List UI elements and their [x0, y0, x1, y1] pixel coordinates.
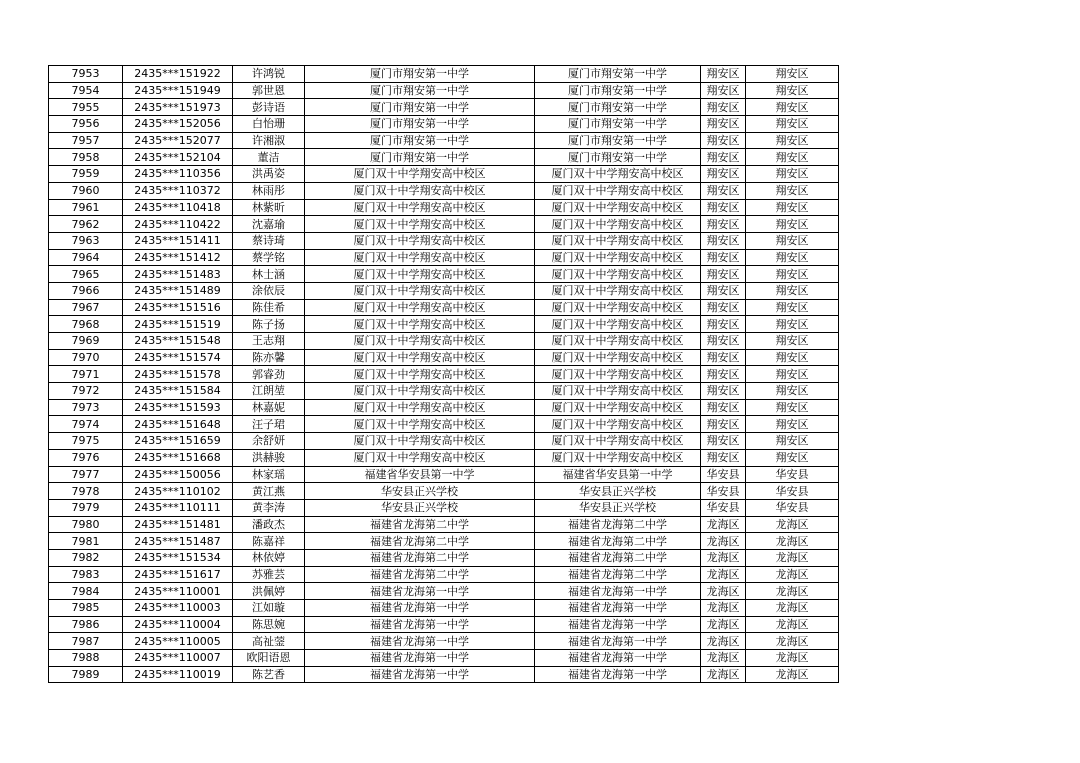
exam-id-cell: 2435***110007	[123, 650, 233, 667]
student-name-cell: 林依婷	[233, 549, 305, 566]
student-name-cell: 蔡诗琦	[233, 232, 305, 249]
table-row	[49, 466, 839, 483]
table-row	[49, 116, 839, 133]
admitted-school-cell: 厦门市翔安第一中学	[535, 149, 701, 166]
exam-id-cell: 2435***110418	[123, 199, 233, 216]
admission-district-cell: 翔安区	[746, 266, 839, 283]
graduating-school-cell: 福建省华安县第一中学	[305, 466, 535, 483]
admitted-school-cell: 福建省龙海第二中学	[535, 549, 701, 566]
graduating-school-cell: 福建省龙海第一中学	[305, 616, 535, 633]
admission-district-cell: 翔安区	[746, 316, 839, 333]
student-name-cell: 陈思婉	[233, 616, 305, 633]
row-number-cell: 7953	[49, 66, 123, 83]
admitted-school-cell: 福建省龙海第一中学	[535, 600, 701, 617]
admitted-school-cell: 福建省龙海第一中学	[535, 633, 701, 650]
admitted-school-cell: 福建省龙海第一中学	[535, 583, 701, 600]
table-row	[49, 132, 839, 149]
exam-id-cell: 2435***110001	[123, 583, 233, 600]
exam-id-cell: 2435***151584	[123, 383, 233, 400]
graduating-school-cell: 厦门双十中学翔安高中校区	[305, 282, 535, 299]
district-cell: 翔安区	[701, 383, 746, 400]
row-number-cell: 7960	[49, 182, 123, 199]
student-name-cell: 涂依辰	[233, 282, 305, 299]
row-number-cell: 7954	[49, 82, 123, 99]
student-name-cell: 江朗堃	[233, 383, 305, 400]
graduating-school-cell: 厦门双十中学翔安高中校区	[305, 182, 535, 199]
student-name-cell: 陈亦馨	[233, 349, 305, 366]
graduating-school-cell: 厦门双十中学翔安高中校区	[305, 433, 535, 450]
row-number-cell: 7976	[49, 449, 123, 466]
graduating-school-cell: 厦门市翔安第一中学	[305, 149, 535, 166]
district-cell: 龙海区	[701, 516, 746, 533]
student-name-cell: 林士涵	[233, 266, 305, 283]
district-cell: 翔安区	[701, 82, 746, 99]
row-number-cell: 7964	[49, 249, 123, 266]
student-name-cell: 江如璇	[233, 600, 305, 617]
graduating-school-cell: 厦门双十中学翔安高中校区	[305, 299, 535, 316]
table-row	[49, 282, 839, 299]
district-cell: 龙海区	[701, 633, 746, 650]
admitted-school-cell: 厦门双十中学翔安高中校区	[535, 249, 701, 266]
row-number-cell: 7961	[49, 199, 123, 216]
table-row	[49, 333, 839, 350]
admitted-school-cell: 华安县正兴学校	[535, 483, 701, 500]
student-name-cell: 陈子扬	[233, 316, 305, 333]
row-number-cell: 7962	[49, 216, 123, 233]
admission-district-cell: 翔安区	[746, 82, 839, 99]
district-cell: 翔安区	[701, 449, 746, 466]
row-number-cell: 7983	[49, 566, 123, 583]
admitted-school-cell: 厦门双十中学翔安高中校区	[535, 349, 701, 366]
admission-district-cell: 翔安区	[746, 149, 839, 166]
admitted-school-cell: 福建省龙海第二中学	[535, 533, 701, 550]
exam-id-cell: 2435***150056	[123, 466, 233, 483]
student-name-cell: 林嘉妮	[233, 399, 305, 416]
admitted-school-cell: 厦门双十中学翔安高中校区	[535, 166, 701, 183]
exam-id-cell: 2435***151574	[123, 349, 233, 366]
district-cell: 华安县	[701, 483, 746, 500]
exam-id-cell: 2435***110004	[123, 616, 233, 633]
exam-id-cell: 2435***151668	[123, 449, 233, 466]
admitted-school-cell: 厦门市翔安第一中学	[535, 116, 701, 133]
student-name-cell: 陈艺香	[233, 666, 305, 683]
student-name-cell: 潘政杰	[233, 516, 305, 533]
table-row	[49, 616, 839, 633]
exam-id-cell: 2435***151659	[123, 433, 233, 450]
table-row	[49, 199, 839, 216]
admitted-school-cell: 厦门双十中学翔安高中校区	[535, 199, 701, 216]
graduating-school-cell: 厦门市翔安第一中学	[305, 66, 535, 83]
row-number-cell: 7977	[49, 466, 123, 483]
admission-district-cell: 龙海区	[746, 616, 839, 633]
admission-district-cell: 华安县	[746, 483, 839, 500]
district-cell: 龙海区	[701, 566, 746, 583]
student-name-cell: 许湘淑	[233, 132, 305, 149]
table-row	[49, 232, 839, 249]
row-number-cell: 7989	[49, 666, 123, 683]
district-cell: 龙海区	[701, 583, 746, 600]
student-name-cell: 洪禹姿	[233, 166, 305, 183]
district-cell: 龙海区	[701, 616, 746, 633]
admitted-school-cell: 福建省龙海第二中学	[535, 516, 701, 533]
row-number-cell: 7959	[49, 166, 123, 183]
exam-id-cell: 2435***151487	[123, 533, 233, 550]
district-cell: 翔安区	[701, 266, 746, 283]
table-row	[49, 66, 839, 83]
row-number-cell: 7979	[49, 499, 123, 516]
exam-id-cell: 2435***151519	[123, 316, 233, 333]
admission-district-cell: 龙海区	[746, 633, 839, 650]
table-row	[49, 166, 839, 183]
exam-id-cell: 2435***151534	[123, 549, 233, 566]
admission-district-cell: 翔安区	[746, 333, 839, 350]
admission-district-cell: 龙海区	[746, 533, 839, 550]
graduating-school-cell: 厦门市翔安第一中学	[305, 82, 535, 99]
student-name-cell: 黄江燕	[233, 483, 305, 500]
table-row	[49, 149, 839, 166]
district-cell: 龙海区	[701, 666, 746, 683]
admission-district-cell: 华安县	[746, 499, 839, 516]
graduating-school-cell: 福建省龙海第一中学	[305, 600, 535, 617]
graduating-school-cell: 福建省龙海第二中学	[305, 533, 535, 550]
graduating-school-cell: 厦门双十中学翔安高中校区	[305, 366, 535, 383]
exam-id-cell: 2435***151578	[123, 366, 233, 383]
exam-id-cell: 2435***151489	[123, 282, 233, 299]
admission-district-cell: 翔安区	[746, 166, 839, 183]
district-cell: 龙海区	[701, 533, 746, 550]
row-number-cell: 7956	[49, 116, 123, 133]
row-number-cell: 7966	[49, 282, 123, 299]
admission-district-cell: 翔安区	[746, 349, 839, 366]
admission-district-cell: 翔安区	[746, 383, 839, 400]
student-name-cell: 蔡学铭	[233, 249, 305, 266]
admitted-school-cell: 厦门双十中学翔安高中校区	[535, 433, 701, 450]
table-row	[49, 650, 839, 667]
results-table	[48, 65, 839, 683]
district-cell: 翔安区	[701, 433, 746, 450]
student-name-cell: 沈嘉瑜	[233, 216, 305, 233]
graduating-school-cell: 厦门双十中学翔安高中校区	[305, 449, 535, 466]
table-row	[49, 516, 839, 533]
exam-id-cell: 2435***151648	[123, 416, 233, 433]
district-cell: 翔安区	[701, 182, 746, 199]
admission-district-cell: 翔安区	[746, 416, 839, 433]
exam-id-cell: 2435***151411	[123, 232, 233, 249]
graduating-school-cell: 福建省龙海第一中学	[305, 650, 535, 667]
table-row	[49, 216, 839, 233]
exam-id-cell: 2435***110372	[123, 182, 233, 199]
table-row	[49, 182, 839, 199]
graduating-school-cell: 福建省龙海第二中学	[305, 566, 535, 583]
exam-id-cell: 2435***110422	[123, 216, 233, 233]
graduating-school-cell: 厦门双十中学翔安高中校区	[305, 383, 535, 400]
student-name-cell: 陈嘉祥	[233, 533, 305, 550]
student-name-cell: 高祉蓥	[233, 633, 305, 650]
admission-district-cell: 翔安区	[746, 216, 839, 233]
table-row	[49, 499, 839, 516]
graduating-school-cell: 厦门双十中学翔安高中校区	[305, 199, 535, 216]
district-cell: 翔安区	[701, 149, 746, 166]
district-cell: 翔安区	[701, 366, 746, 383]
student-name-cell: 陈佳希	[233, 299, 305, 316]
exam-id-cell: 2435***152104	[123, 149, 233, 166]
table-row	[49, 266, 839, 283]
table-row	[49, 399, 839, 416]
district-cell: 翔安区	[701, 416, 746, 433]
exam-id-cell: 2435***110102	[123, 483, 233, 500]
row-number-cell: 7982	[49, 549, 123, 566]
student-name-cell: 汪子珺	[233, 416, 305, 433]
district-cell: 龙海区	[701, 600, 746, 617]
row-number-cell: 7972	[49, 383, 123, 400]
graduating-school-cell: 厦门市翔安第一中学	[305, 116, 535, 133]
student-name-cell: 洪赫骏	[233, 449, 305, 466]
admission-district-cell: 龙海区	[746, 566, 839, 583]
graduating-school-cell: 福建省龙海第二中学	[305, 516, 535, 533]
district-cell: 翔安区	[701, 316, 746, 333]
student-name-cell: 董洁	[233, 149, 305, 166]
student-name-cell: 郭睿劲	[233, 366, 305, 383]
graduating-school-cell: 福建省龙海第一中学	[305, 666, 535, 683]
graduating-school-cell: 厦门双十中学翔安高中校区	[305, 266, 535, 283]
row-number-cell: 7973	[49, 399, 123, 416]
admitted-school-cell: 厦门市翔安第一中学	[535, 132, 701, 149]
district-cell: 龙海区	[701, 650, 746, 667]
district-cell: 翔安区	[701, 282, 746, 299]
student-name-cell: 洪佩婷	[233, 583, 305, 600]
admitted-school-cell: 厦门双十中学翔安高中校区	[535, 333, 701, 350]
admitted-school-cell: 厦门市翔安第一中学	[535, 82, 701, 99]
admission-district-cell: 龙海区	[746, 583, 839, 600]
table-row	[49, 633, 839, 650]
exam-id-cell: 2435***151949	[123, 82, 233, 99]
admission-district-cell: 翔安区	[746, 182, 839, 199]
district-cell: 华安县	[701, 466, 746, 483]
row-number-cell: 7963	[49, 232, 123, 249]
table-row	[49, 299, 839, 316]
row-number-cell: 7974	[49, 416, 123, 433]
admission-district-cell: 翔安区	[746, 116, 839, 133]
graduating-school-cell: 厦门双十中学翔安高中校区	[305, 349, 535, 366]
row-number-cell: 7969	[49, 333, 123, 350]
student-name-cell: 彭诗语	[233, 99, 305, 116]
exam-id-cell: 2435***151481	[123, 516, 233, 533]
admission-district-cell: 翔安区	[746, 366, 839, 383]
row-number-cell: 7975	[49, 433, 123, 450]
admitted-school-cell: 厦门双十中学翔安高中校区	[535, 383, 701, 400]
admitted-school-cell: 福建省龙海第一中学	[535, 650, 701, 667]
exam-id-cell: 2435***110356	[123, 166, 233, 183]
exam-id-cell: 2435***151516	[123, 299, 233, 316]
district-cell: 翔安区	[701, 116, 746, 133]
district-cell: 翔安区	[701, 132, 746, 149]
student-name-cell: 郭世恩	[233, 82, 305, 99]
exam-id-cell: 2435***151973	[123, 99, 233, 116]
graduating-school-cell: 厦门市翔安第一中学	[305, 99, 535, 116]
exam-id-cell: 2435***110003	[123, 600, 233, 617]
admitted-school-cell: 厦门双十中学翔安高中校区	[535, 316, 701, 333]
row-number-cell: 7968	[49, 316, 123, 333]
district-cell: 翔安区	[701, 232, 746, 249]
row-number-cell: 7955	[49, 99, 123, 116]
row-number-cell: 7965	[49, 266, 123, 283]
admission-district-cell: 翔安区	[746, 399, 839, 416]
row-number-cell: 7986	[49, 616, 123, 633]
admission-district-cell: 龙海区	[746, 666, 839, 683]
district-cell: 翔安区	[701, 299, 746, 316]
table-row	[49, 549, 839, 566]
graduating-school-cell: 厦门双十中学翔安高中校区	[305, 216, 535, 233]
student-name-cell: 林雨彤	[233, 182, 305, 199]
row-number-cell: 7981	[49, 533, 123, 550]
exam-id-cell: 2435***151483	[123, 266, 233, 283]
student-name-cell: 黄李涛	[233, 499, 305, 516]
table-body	[49, 66, 839, 683]
admitted-school-cell: 厦门双十中学翔安高中校区	[535, 416, 701, 433]
table-row	[49, 600, 839, 617]
table-row	[49, 583, 839, 600]
district-cell: 翔安区	[701, 399, 746, 416]
admitted-school-cell: 厦门双十中学翔安高中校区	[535, 299, 701, 316]
admission-district-cell: 华安县	[746, 466, 839, 483]
admission-district-cell: 龙海区	[746, 516, 839, 533]
district-cell: 华安县	[701, 499, 746, 516]
row-number-cell: 7970	[49, 349, 123, 366]
table-row	[49, 666, 839, 683]
admitted-school-cell: 厦门双十中学翔安高中校区	[535, 182, 701, 199]
row-number-cell: 7958	[49, 149, 123, 166]
student-name-cell: 林家瑶	[233, 466, 305, 483]
admitted-school-cell: 厦门市翔安第一中学	[535, 66, 701, 83]
row-number-cell: 7957	[49, 132, 123, 149]
admission-district-cell: 翔安区	[746, 66, 839, 83]
row-number-cell: 7985	[49, 600, 123, 617]
admission-district-cell: 龙海区	[746, 600, 839, 617]
admission-district-cell: 翔安区	[746, 99, 839, 116]
table-row	[49, 433, 839, 450]
admitted-school-cell: 厦门双十中学翔安高中校区	[535, 449, 701, 466]
graduating-school-cell: 厦门市翔安第一中学	[305, 132, 535, 149]
admission-district-cell: 翔安区	[746, 232, 839, 249]
graduating-school-cell: 华安县正兴学校	[305, 483, 535, 500]
student-name-cell: 王志翔	[233, 333, 305, 350]
district-cell: 翔安区	[701, 166, 746, 183]
admitted-school-cell: 厦门双十中学翔安高中校区	[535, 266, 701, 283]
student-name-cell: 许鸿锐	[233, 66, 305, 83]
district-cell: 翔安区	[701, 199, 746, 216]
district-cell: 翔安区	[701, 349, 746, 366]
student-name-cell: 欧阳语恩	[233, 650, 305, 667]
graduating-school-cell: 厦门双十中学翔安高中校区	[305, 232, 535, 249]
table-row	[49, 566, 839, 583]
admitted-school-cell: 厦门双十中学翔安高中校区	[535, 399, 701, 416]
admitted-school-cell: 厦门双十中学翔安高中校区	[535, 216, 701, 233]
district-cell: 翔安区	[701, 216, 746, 233]
graduating-school-cell: 厦门双十中学翔安高中校区	[305, 333, 535, 350]
admitted-school-cell: 厦门双十中学翔安高中校区	[535, 232, 701, 249]
graduating-school-cell: 厦门双十中学翔安高中校区	[305, 416, 535, 433]
graduating-school-cell: 福建省龙海第二中学	[305, 549, 535, 566]
row-number-cell: 7967	[49, 299, 123, 316]
district-cell: 翔安区	[701, 99, 746, 116]
admission-district-cell: 翔安区	[746, 299, 839, 316]
student-name-cell: 苏雅芸	[233, 566, 305, 583]
exam-id-cell: 2435***151412	[123, 249, 233, 266]
student-name-cell: 林紫昕	[233, 199, 305, 216]
exam-id-cell: 2435***151922	[123, 66, 233, 83]
graduating-school-cell: 福建省龙海第一中学	[305, 583, 535, 600]
admitted-school-cell: 福建省龙海第二中学	[535, 566, 701, 583]
admission-district-cell: 翔安区	[746, 249, 839, 266]
table-row	[49, 249, 839, 266]
admitted-school-cell: 厦门双十中学翔安高中校区	[535, 366, 701, 383]
table-row	[49, 383, 839, 400]
exam-id-cell: 2435***151617	[123, 566, 233, 583]
table-row	[49, 449, 839, 466]
admission-district-cell: 翔安区	[746, 132, 839, 149]
admission-district-cell: 翔安区	[746, 282, 839, 299]
exam-id-cell: 2435***110005	[123, 633, 233, 650]
row-number-cell: 7984	[49, 583, 123, 600]
table-row	[49, 533, 839, 550]
admission-district-cell: 翔安区	[746, 433, 839, 450]
row-number-cell: 7978	[49, 483, 123, 500]
exam-id-cell: 2435***110019	[123, 666, 233, 683]
table-row	[49, 99, 839, 116]
student-name-cell: 余舒妍	[233, 433, 305, 450]
row-number-cell: 7980	[49, 516, 123, 533]
student-name-cell: 白怡珊	[233, 116, 305, 133]
admitted-school-cell: 厦门双十中学翔安高中校区	[535, 282, 701, 299]
exam-id-cell: 2435***152077	[123, 132, 233, 149]
table-row	[49, 349, 839, 366]
table-row	[49, 316, 839, 333]
graduating-school-cell: 福建省龙海第一中学	[305, 633, 535, 650]
admission-district-cell: 龙海区	[746, 650, 839, 667]
district-cell: 龙海区	[701, 549, 746, 566]
exam-id-cell: 2435***110111	[123, 499, 233, 516]
table-row	[49, 483, 839, 500]
admitted-school-cell: 福建省龙海第一中学	[535, 666, 701, 683]
graduating-school-cell: 厦门双十中学翔安高中校区	[305, 316, 535, 333]
row-number-cell: 7988	[49, 650, 123, 667]
graduating-school-cell: 厦门双十中学翔安高中校区	[305, 166, 535, 183]
admission-district-cell: 龙海区	[746, 549, 839, 566]
admitted-school-cell: 福建省华安县第一中学	[535, 466, 701, 483]
table-row	[49, 82, 839, 99]
exam-id-cell: 2435***151593	[123, 399, 233, 416]
district-cell: 翔安区	[701, 333, 746, 350]
admission-district-cell: 翔安区	[746, 199, 839, 216]
table-row	[49, 416, 839, 433]
row-number-cell: 7971	[49, 366, 123, 383]
table-row	[49, 366, 839, 383]
district-cell: 翔安区	[701, 249, 746, 266]
district-cell: 翔安区	[701, 66, 746, 83]
graduating-school-cell: 厦门双十中学翔安高中校区	[305, 249, 535, 266]
admission-district-cell: 翔安区	[746, 449, 839, 466]
admitted-school-cell: 福建省龙海第一中学	[535, 616, 701, 633]
exam-id-cell: 2435***152056	[123, 116, 233, 133]
graduating-school-cell: 厦门双十中学翔安高中校区	[305, 399, 535, 416]
admitted-school-cell: 华安县正兴学校	[535, 499, 701, 516]
graduating-school-cell: 华安县正兴学校	[305, 499, 535, 516]
admitted-school-cell: 厦门市翔安第一中学	[535, 99, 701, 116]
row-number-cell: 7987	[49, 633, 123, 650]
exam-id-cell: 2435***151548	[123, 333, 233, 350]
